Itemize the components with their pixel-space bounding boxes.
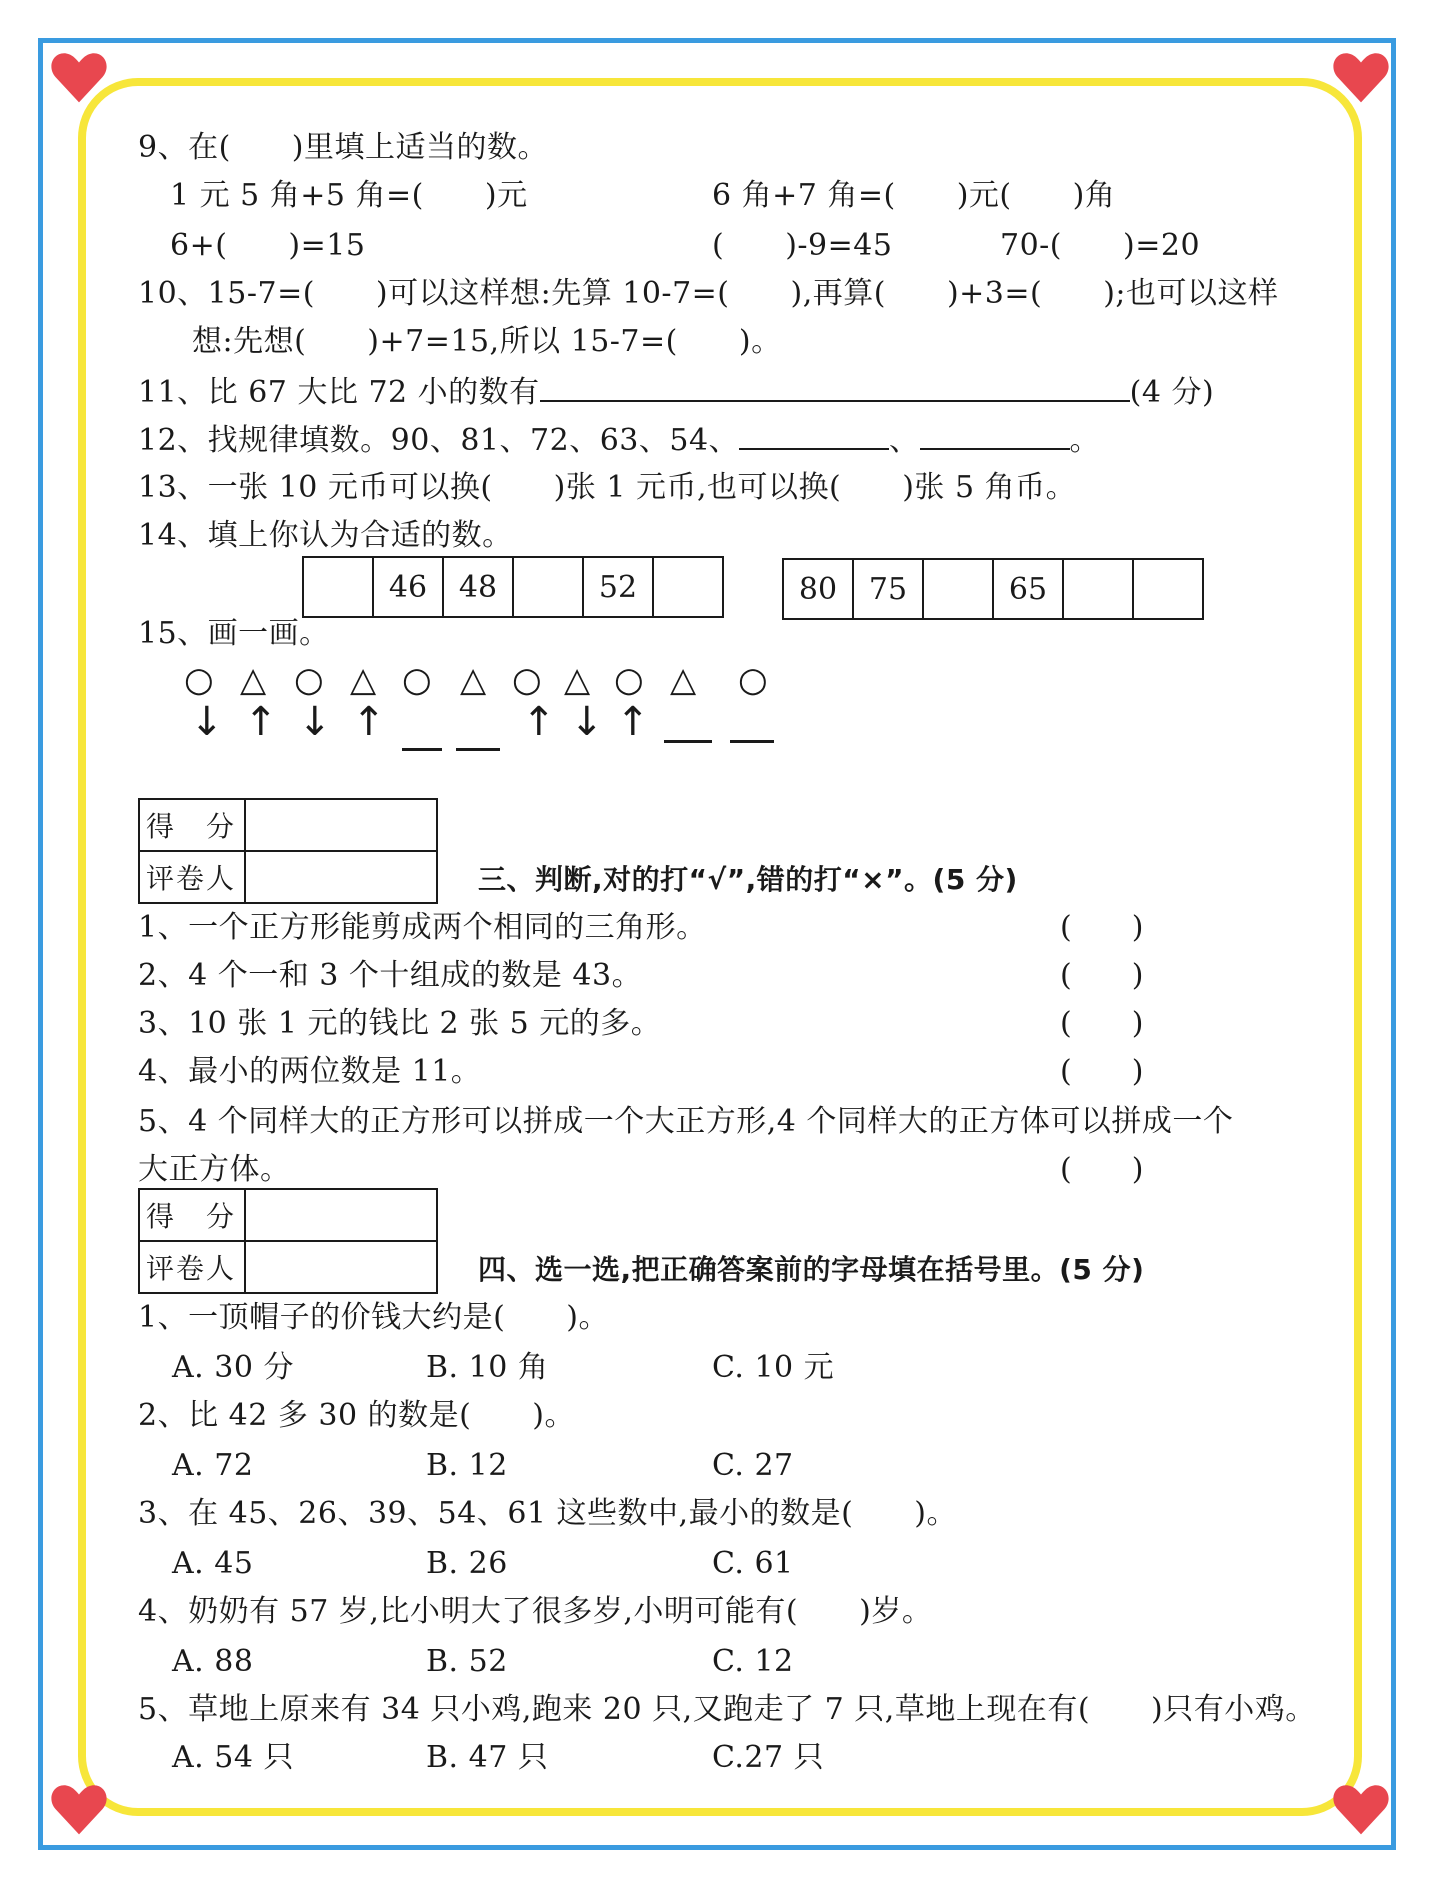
- q12-text: [138, 422, 1100, 459]
- score-label: 得 分: [139, 799, 245, 851]
- q12-answer-blank-2[interactable]: [920, 422, 1070, 450]
- q11-text: [138, 374, 1214, 411]
- number-box[interactable]: [1063, 559, 1133, 619]
- s3-answer-paren-2[interactable]: ( ): [1060, 958, 1144, 993]
- q12-answer-blank-1[interactable]: [739, 422, 889, 450]
- s4-option-c: C. 61: [712, 1546, 794, 1581]
- q11-label: 11、比 67 大比 72 小的数有: [138, 375, 540, 410]
- s3-item-3: 3、10 张 1 元的钱比 2 张 5 元的多。: [138, 1006, 662, 1041]
- score-label: 得 分: [139, 1189, 245, 1241]
- score-box: [138, 1188, 438, 1294]
- s4-question-2: 2、比 42 多 30 的数是( )。: [138, 1398, 575, 1433]
- arrow-down-icon: ↓: [570, 699, 604, 745]
- score-box: [138, 798, 438, 904]
- score-field[interactable]: [245, 799, 437, 851]
- q9-title: 9、在( )里填上适当的数。: [138, 130, 548, 165]
- s3-answer-paren-5[interactable]: ( ): [1060, 1152, 1144, 1187]
- circle-shape: ○: [294, 660, 324, 700]
- q14-number-row-1: [302, 556, 724, 618]
- s3-answer-paren-3[interactable]: ( ): [1060, 1006, 1144, 1041]
- s4-question-5: 5、草地上原来有 34 只小鸡,跑来 20 只,又跑走了 7 只,草地上现在有( )只有小鸡。: [138, 1692, 1316, 1727]
- q15-answer-blank[interactable]: [664, 740, 712, 743]
- s4-option-c: C. 12: [712, 1644, 794, 1679]
- q14-number-row-2: [782, 558, 1204, 620]
- s4-option-c: C.27 只: [712, 1740, 825, 1775]
- s4-option-a: A. 54 只: [172, 1740, 294, 1775]
- grader-label: 评卷人: [139, 851, 245, 903]
- arrow-down-icon: ↓: [190, 699, 224, 745]
- s4-option-c: C. 27: [712, 1448, 794, 1483]
- heart-icon: [50, 48, 108, 106]
- q12-label: 12、找规律填数。90、81、72、63、54、: [138, 423, 740, 458]
- triangle-shape: △: [350, 660, 377, 700]
- circle-shape: ○: [738, 660, 768, 700]
- arrow-up-icon: ↑: [352, 699, 386, 745]
- s3-item-1: 1、一个正方形能剪成两个相同的三角形。: [138, 910, 707, 945]
- s4-option-b: B. 47 只: [426, 1740, 549, 1775]
- s3-item-5-cont: 大正方体。: [138, 1152, 291, 1187]
- q12-end: 。: [1069, 423, 1101, 458]
- q15-answer-blank[interactable]: [402, 748, 442, 751]
- q15-text: 15、画一画。: [138, 616, 330, 651]
- s4-question-1: 1、一顶帽子的价钱大约是( )。: [138, 1300, 609, 1335]
- triangle-shape: △: [460, 660, 487, 700]
- s4-option-a: A. 88: [172, 1644, 254, 1679]
- q9-item-a: 1 元 5 角+5 角=( )元: [170, 178, 528, 213]
- s3-answer-paren-4[interactable]: ( ): [1060, 1054, 1144, 1089]
- triangle-shape: △: [564, 660, 591, 700]
- number-box[interactable]: [923, 559, 993, 619]
- s3-item-4: 4、最小的两位数是 11。: [138, 1054, 482, 1089]
- section4-title: 四、选一选,把正确答案前的字母填在括号里。(5 分): [478, 1253, 1145, 1286]
- q15-answer-blank[interactable]: [730, 740, 774, 743]
- q10-line1: 10、15-7=( )可以这样想:先算 10-7=( ),再算( )+3=( );也可以这样: [138, 276, 1279, 311]
- s4-option-c: C. 10 元: [712, 1350, 835, 1385]
- s4-option-a: A. 45: [172, 1546, 254, 1581]
- q11-points: (4 分): [1129, 375, 1215, 410]
- number-box: 48: [443, 557, 513, 617]
- heart-icon: [50, 1780, 108, 1838]
- q11-answer-blank[interactable]: [540, 374, 1130, 402]
- q9-item-c: 6+( )=15: [170, 228, 366, 263]
- q9-item-e: 70-( )=20: [1000, 228, 1201, 263]
- q9-item-b: 6 角+7 角=( )元( )角: [712, 178, 1116, 213]
- s4-option-a: A. 72: [172, 1448, 254, 1483]
- q15-answer-blank[interactable]: [456, 748, 500, 751]
- q14-text: 14、填上你认为合适的数。: [138, 518, 513, 553]
- s4-option-b: B. 12: [426, 1448, 508, 1483]
- number-box: 65: [993, 559, 1063, 619]
- grader-field[interactable]: [245, 851, 437, 903]
- heart-icon: [1332, 48, 1390, 106]
- arrow-down-icon: ↓: [298, 699, 332, 745]
- s3-item-5: 5、4 个同样大的正方形可以拼成一个大正方形,4 个同样大的正方体可以拼成一个: [138, 1104, 1234, 1139]
- triangle-shape: △: [240, 660, 267, 700]
- number-box[interactable]: [1133, 559, 1203, 619]
- arrow-up-icon: ↑: [522, 699, 556, 745]
- number-box[interactable]: [653, 557, 723, 617]
- s4-option-b: B. 52: [426, 1644, 508, 1679]
- s4-option-b: B. 10 角: [426, 1350, 549, 1385]
- triangle-shape: △: [670, 660, 697, 700]
- s4-question-3: 3、在 45、26、39、54、61 这些数中,最小的数是( )。: [138, 1496, 957, 1531]
- number-box[interactable]: [513, 557, 583, 617]
- score-field[interactable]: [245, 1189, 437, 1241]
- number-box[interactable]: [303, 557, 373, 617]
- q12-sep: 、: [889, 423, 920, 458]
- grader-label: 评卷人: [139, 1241, 245, 1293]
- q10-line2: 想:先想( )+7=15,所以 15-7=( )。: [192, 324, 782, 359]
- s4-question-4: 4、奶奶有 57 岁,比小明大了很多岁,小明可能有( )岁。: [138, 1594, 933, 1629]
- arrow-up-icon: ↑: [616, 699, 650, 745]
- s4-option-a: A. 30 分: [172, 1350, 294, 1385]
- circle-shape: ○: [402, 660, 432, 700]
- circle-shape: ○: [184, 660, 214, 700]
- number-box: 80: [783, 559, 853, 619]
- grader-field[interactable]: [245, 1241, 437, 1293]
- arrow-up-icon: ↑: [244, 699, 278, 745]
- s3-item-2: 2、4 个一和 3 个十组成的数是 43。: [138, 958, 643, 993]
- section3-title: 三、判断,对的打“√”,错的打“×”。(5 分): [478, 863, 1018, 896]
- circle-shape: ○: [614, 660, 644, 700]
- number-box: 52: [583, 557, 653, 617]
- s3-answer-paren-1[interactable]: ( ): [1060, 910, 1144, 945]
- circle-shape: ○: [512, 660, 542, 700]
- q9-item-d: ( )-9=45: [712, 228, 893, 263]
- heart-icon: [1332, 1780, 1390, 1838]
- number-box: 75: [853, 559, 923, 619]
- number-box: 46: [373, 557, 443, 617]
- s4-option-b: B. 26: [426, 1546, 508, 1581]
- q13-text: 13、一张 10 元币可以换( )张 1 元币,也可以换( )张 5 角币。: [138, 470, 1077, 505]
